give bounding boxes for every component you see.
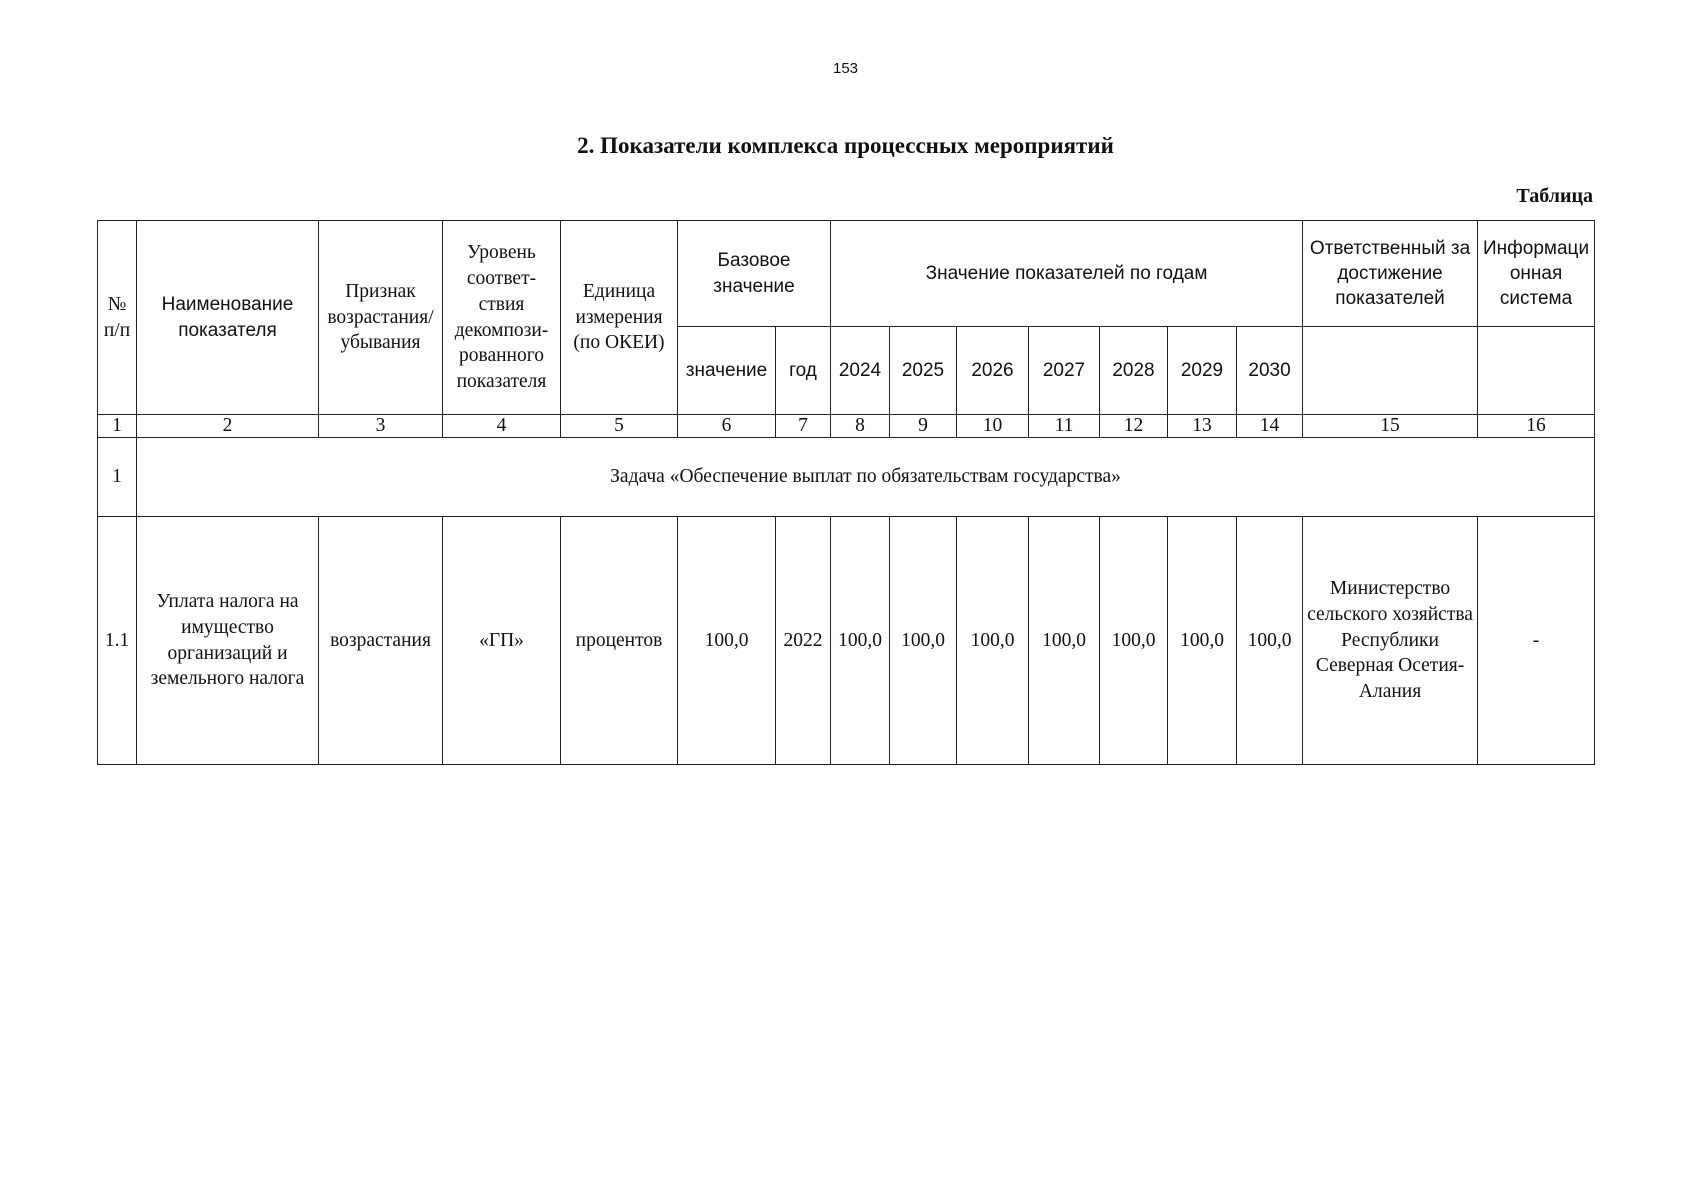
column-number: 2 (137, 415, 319, 438)
column-number: 12 (1100, 415, 1168, 438)
column-number: 6 (678, 415, 776, 438)
value-2027: 100,0 (1029, 517, 1100, 765)
indicator-name: Уплата налога на имущество организаций и земельного налога (137, 517, 319, 765)
indicators-table (97, 220, 1595, 765)
header-unit: Единица измерения (по ОКЕИ) (561, 221, 678, 415)
column-number: 10 (957, 415, 1029, 438)
table-row (98, 517, 1595, 765)
base-year: 2022 (776, 517, 831, 765)
column-number: 11 (1029, 415, 1100, 438)
header-year-2025: 2025 (890, 327, 957, 415)
value-2030: 100,0 (1237, 517, 1303, 765)
column-number: 5 (561, 415, 678, 438)
column-number: 1 (98, 415, 137, 438)
task-row (98, 438, 1595, 517)
header-num: № п/п (98, 221, 137, 415)
header-responsible: Ответственный за достижение показателей (1303, 221, 1478, 327)
header-year-2030: 2030 (1237, 327, 1303, 415)
table-label: Таблица (1516, 185, 1593, 207)
header-info-system: Информаци онная система (1478, 221, 1595, 327)
indicator-unit: процентов (561, 517, 678, 765)
header-base-group: Базовое значение (678, 221, 831, 327)
header-years-group: Значение показателей по годам (831, 221, 1303, 327)
header-level: Уровень соответ-ствия декомпози-рованного показателя (443, 221, 561, 415)
responsible-organization: Министерство сельского хозяйства Республики Северная Осетия-Алания (1303, 517, 1478, 765)
column-number: 4 (443, 415, 561, 438)
task-number: 1 (98, 438, 137, 517)
column-number: 9 (890, 415, 957, 438)
header-sign: Признак возрастания/ убывания (319, 221, 443, 415)
row-number: 1.1 (98, 517, 137, 765)
information-system: - (1478, 517, 1595, 765)
header-info-system-empty (1478, 327, 1595, 415)
column-number: 7 (776, 415, 831, 438)
column-numbers-row (98, 415, 1595, 438)
column-number: 8 (831, 415, 890, 438)
value-2029: 100,0 (1168, 517, 1237, 765)
value-2024: 100,0 (831, 517, 890, 765)
value-2026: 100,0 (957, 517, 1029, 765)
indicator-sign: возрастания (319, 517, 443, 765)
column-number: 15 (1303, 415, 1478, 438)
header-year-2028: 2028 (1100, 327, 1168, 415)
page-number: 153 (832, 60, 859, 77)
column-number: 3 (319, 415, 443, 438)
column-number: 13 (1168, 415, 1237, 438)
column-number: 14 (1237, 415, 1303, 438)
header-year-2029: 2029 (1168, 327, 1237, 415)
header-year-2026: 2026 (957, 327, 1029, 415)
column-number: 16 (1478, 415, 1595, 438)
header-year-2024: 2024 (831, 327, 890, 415)
header-responsible-empty (1303, 327, 1478, 415)
section-title: 2. Показатели комплекса процессных мероприятий (577, 133, 1114, 158)
task-title: Задача «Обеспечение выплат по обязательствам государства» (137, 438, 1595, 517)
indicator-level: «ГП» (443, 517, 561, 765)
header-year-2027: 2027 (1029, 327, 1100, 415)
value-2028: 100,0 (1100, 517, 1168, 765)
header-base-value: значение (678, 327, 776, 415)
header-name: Наименование показателя (137, 221, 319, 415)
header-row-top (98, 221, 1595, 327)
base-value: 100,0 (678, 517, 776, 765)
value-2025: 100,0 (890, 517, 957, 765)
header-base-year: год (776, 327, 831, 415)
